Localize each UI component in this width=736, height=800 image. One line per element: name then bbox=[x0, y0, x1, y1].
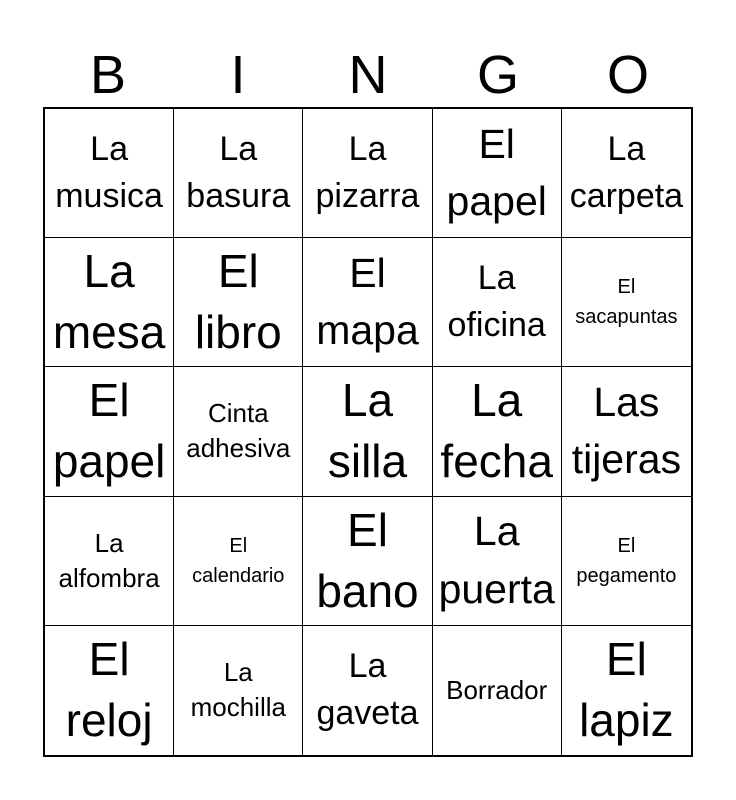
bingo-cell-text: La alfombra bbox=[58, 527, 160, 593]
bingo-header bbox=[43, 42, 693, 108]
bingo-cell-text: Borrador bbox=[446, 674, 548, 705]
bingo-cell-r5-c5[interactable] bbox=[562, 626, 691, 755]
bingo-cell-text: La carpeta bbox=[569, 129, 684, 216]
bingo-cell-r3-c5[interactable] bbox=[562, 367, 691, 496]
header-letter-n: N bbox=[348, 45, 388, 105]
bingo-cell-r1-c5[interactable] bbox=[562, 109, 691, 238]
bingo-cell-text: El reloj bbox=[65, 633, 153, 747]
bingo-cell-text: El bano bbox=[316, 503, 419, 617]
bingo-cell-r5-c3[interactable] bbox=[303, 626, 432, 755]
bingo-cell-text: Cinta adhesiva bbox=[186, 398, 291, 464]
bingo-cell-r3-c2[interactable] bbox=[174, 367, 303, 496]
bingo-cell-text: La mochilla bbox=[190, 657, 286, 723]
bingo-cell-r4-c5[interactable] bbox=[562, 497, 691, 626]
bingo-cell-text: La oficina bbox=[447, 258, 546, 345]
bingo-cell-text: La pizarra bbox=[315, 129, 420, 216]
bingo-cell-text: La silla bbox=[327, 374, 408, 488]
bingo-cell-r4-c4[interactable] bbox=[433, 497, 562, 626]
bingo-cell-text: La gaveta bbox=[316, 646, 419, 733]
bingo-cell-r4-c2[interactable] bbox=[174, 497, 303, 626]
bingo-board bbox=[43, 107, 693, 757]
bingo-cell-text: La musica bbox=[55, 129, 163, 216]
bingo-cell-r2-c1[interactable] bbox=[45, 238, 174, 367]
bingo-cell-r2-c4[interactable] bbox=[433, 238, 562, 367]
bingo-cell-text: La puerta bbox=[438, 508, 555, 612]
bingo-cell-text: La basura bbox=[186, 129, 291, 216]
bingo-cell-r4-c3[interactable] bbox=[303, 497, 432, 626]
bingo-cell-r5-c2[interactable] bbox=[174, 626, 303, 755]
bingo-cell-text: El sacapuntas bbox=[575, 276, 678, 329]
bingo-cell-text: Las tijeras bbox=[571, 379, 682, 483]
header-letter-g: G bbox=[476, 45, 519, 105]
bingo-cell-r1-c3[interactable] bbox=[303, 109, 432, 238]
bingo-cell-r4-c1[interactable] bbox=[45, 497, 174, 626]
bingo-cell-text: El pegamento bbox=[576, 534, 677, 587]
header-letter-o: O bbox=[606, 45, 649, 105]
bingo-cell-r3-c1[interactable] bbox=[45, 367, 174, 496]
bingo-cell-text: El libro bbox=[194, 245, 282, 359]
bingo-cell-text: El papel bbox=[52, 374, 166, 488]
bingo-cell-r3-c3[interactable] bbox=[303, 367, 432, 496]
bingo-cell-r5-c1[interactable] bbox=[45, 626, 174, 755]
header-letter-i: I bbox=[230, 45, 246, 105]
bingo-cell-text: La mesa bbox=[52, 245, 166, 359]
bingo-cell-r2-c5[interactable] bbox=[562, 238, 691, 367]
bingo-cell-r5-c4[interactable] bbox=[433, 626, 562, 755]
bingo-cell-text: El papel bbox=[446, 120, 547, 225]
bingo-cell-r1-c1[interactable] bbox=[45, 109, 174, 238]
bingo-cell-r3-c4[interactable] bbox=[433, 367, 562, 496]
bingo-cell-text: El calendario bbox=[192, 534, 285, 587]
bingo-cell-r2-c3[interactable] bbox=[303, 238, 432, 367]
bingo-cell-text: El mapa bbox=[316, 249, 419, 354]
bingo-cell-text: La fecha bbox=[440, 374, 553, 488]
bingo-cell-r2-c2[interactable] bbox=[174, 238, 303, 367]
header-letter-b: B bbox=[89, 45, 127, 105]
bingo-cell-text: El lapiz bbox=[579, 633, 674, 747]
bingo-cell-r1-c4[interactable] bbox=[433, 109, 562, 238]
bingo-cell-r1-c2[interactable] bbox=[174, 109, 303, 238]
